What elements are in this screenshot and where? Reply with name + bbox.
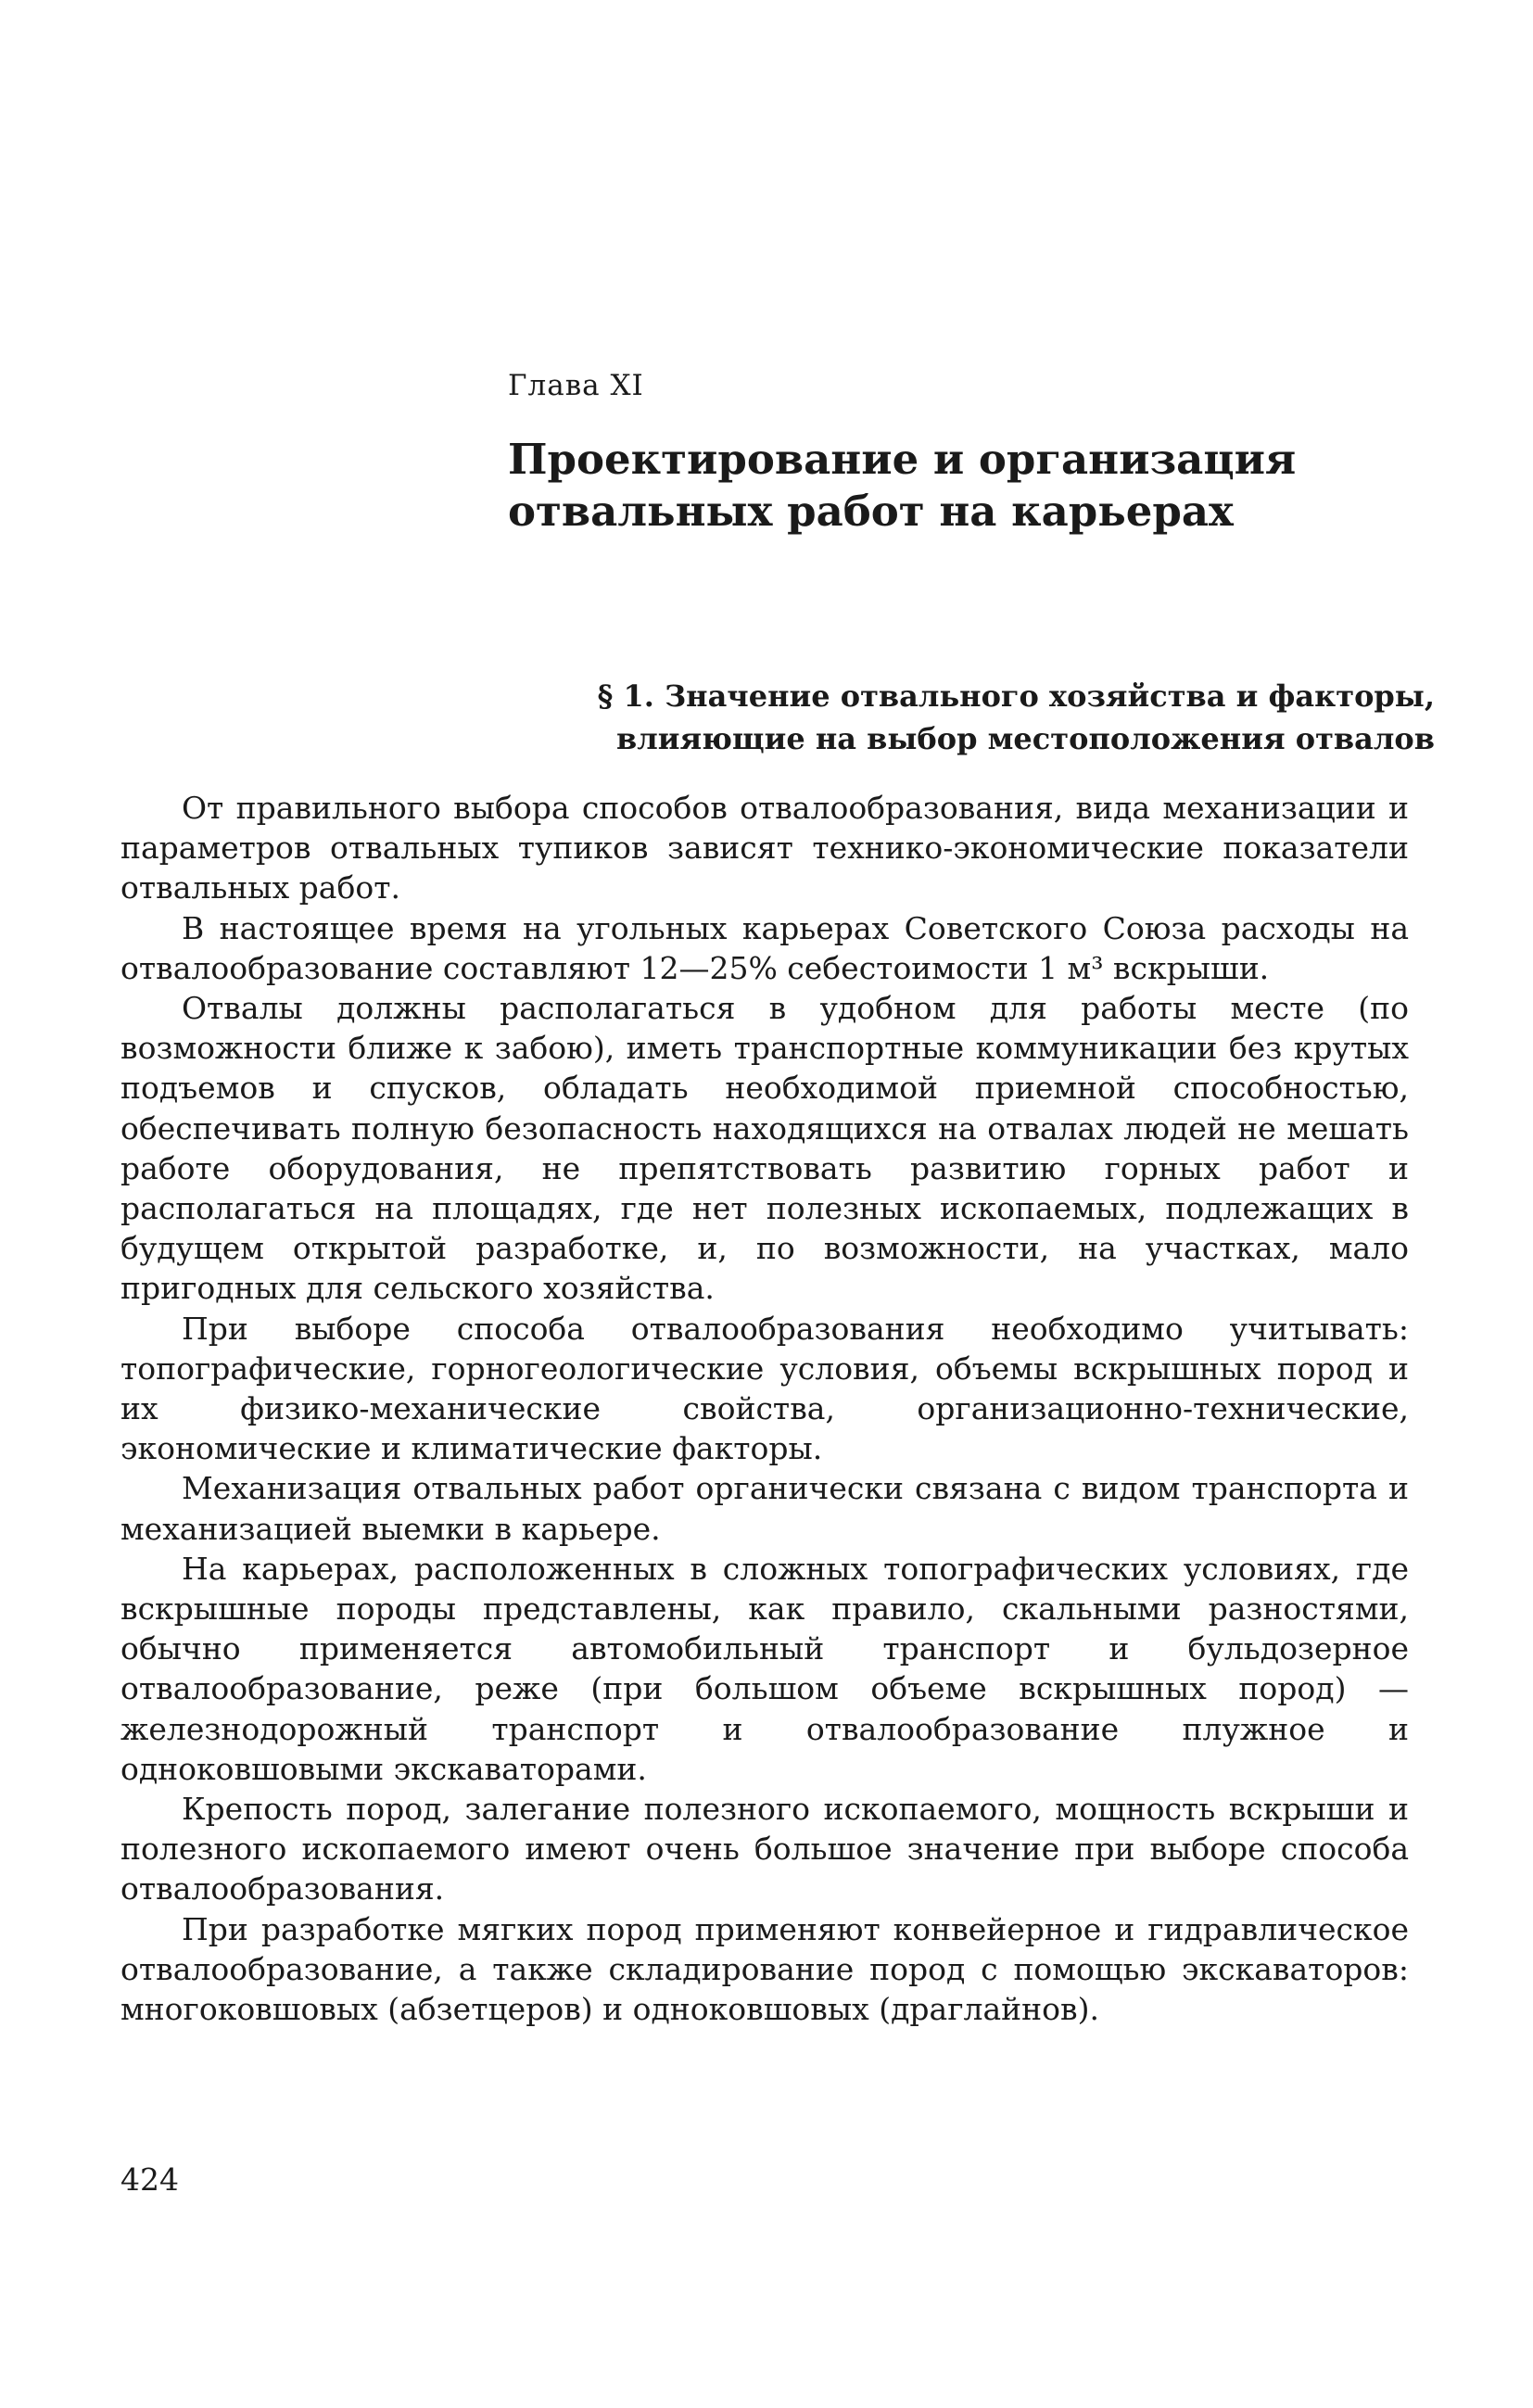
- chapter-label: Глава XI: [508, 369, 644, 402]
- paragraph: Крепость пород, залегание полезного ископаемого, мощность вскрыши и полезного ископаемого имеют очень большое значение при выборе способа отвалообразования.: [120, 1791, 1409, 1907]
- paragraph: Отвалы должны располагаться в удобном для работы месте (по возможности ближе к забою), иметь транспортные коммуникации без крутых подъемов и спусков, обладать необходимой приемной способностью, обеспечивать полную безопасность находящихся на отвалах людей не мешать работе оборудования, не препятствовать развитию горных работ и располагаться на площадях, где нет полезных ископаемых, подлежащих в будущем открытой разработке, и, по возможности, на участках, мало пригодных для сельского хозяйства.: [120, 990, 1409, 1307]
- paragraph: В настоящее время на угольных карьерах Советского Союза расходы на отвалообразование составляют 12—25% себестоимости 1 м³ вскрыши.: [120, 909, 1409, 986]
- chapter-title-line: отвальных работ на карьерах: [508, 487, 1234, 536]
- section-heading: [508, 675, 1435, 760]
- paragraph: Механизация отвальных работ органически связана с видом транспорта и механизацией выемки в карьере.: [120, 1470, 1409, 1547]
- chapter-title-line: Проектирование и организация: [508, 435, 1297, 484]
- body-text: [120, 788, 1409, 2029]
- paragraph: На карьерах, расположенных в сложных топографических условиях, где вскрышные породы представлены, как правило, скальными разностями, обычно применяется автомобильный транспорт и бульдозерное отвалообразование, реже (при большом объеме вскрышных пород) — железнодорожный транспорт и отвалообразование плужное и одноковшовыми экскаваторами.: [120, 1550, 1409, 1787]
- paragraph: При выборе способа отвалообразования необходимо учитывать: топографические, горногеологические условия, объемы вскрышных пород и их физико-механические свойства, организационно-технические, экономические и климатические факторы.: [120, 1310, 1409, 1467]
- section-heading-line: влияющие на выбор местоположения отвалов: [615, 721, 1435, 756]
- page-number: 424: [120, 2161, 179, 2198]
- chapter-title: [508, 434, 1435, 538]
- paragraph: От правильного выбора способов отвалообразования, вида механизации и параметров отвальных тупиков зависят технико-экономические показатели отвальных работ.: [120, 790, 1409, 906]
- section-heading-line: § 1. Значение отвального хозяйства и факторы,: [597, 678, 1435, 714]
- paragraph: При разработке мягких пород применяют конвейерное и гидравлическое отвалообразование, а также складирование пород с помощью экскаваторов: многоковшовых (абзетцеров) и одноковшовых (драглайнов).: [120, 1910, 1409, 2028]
